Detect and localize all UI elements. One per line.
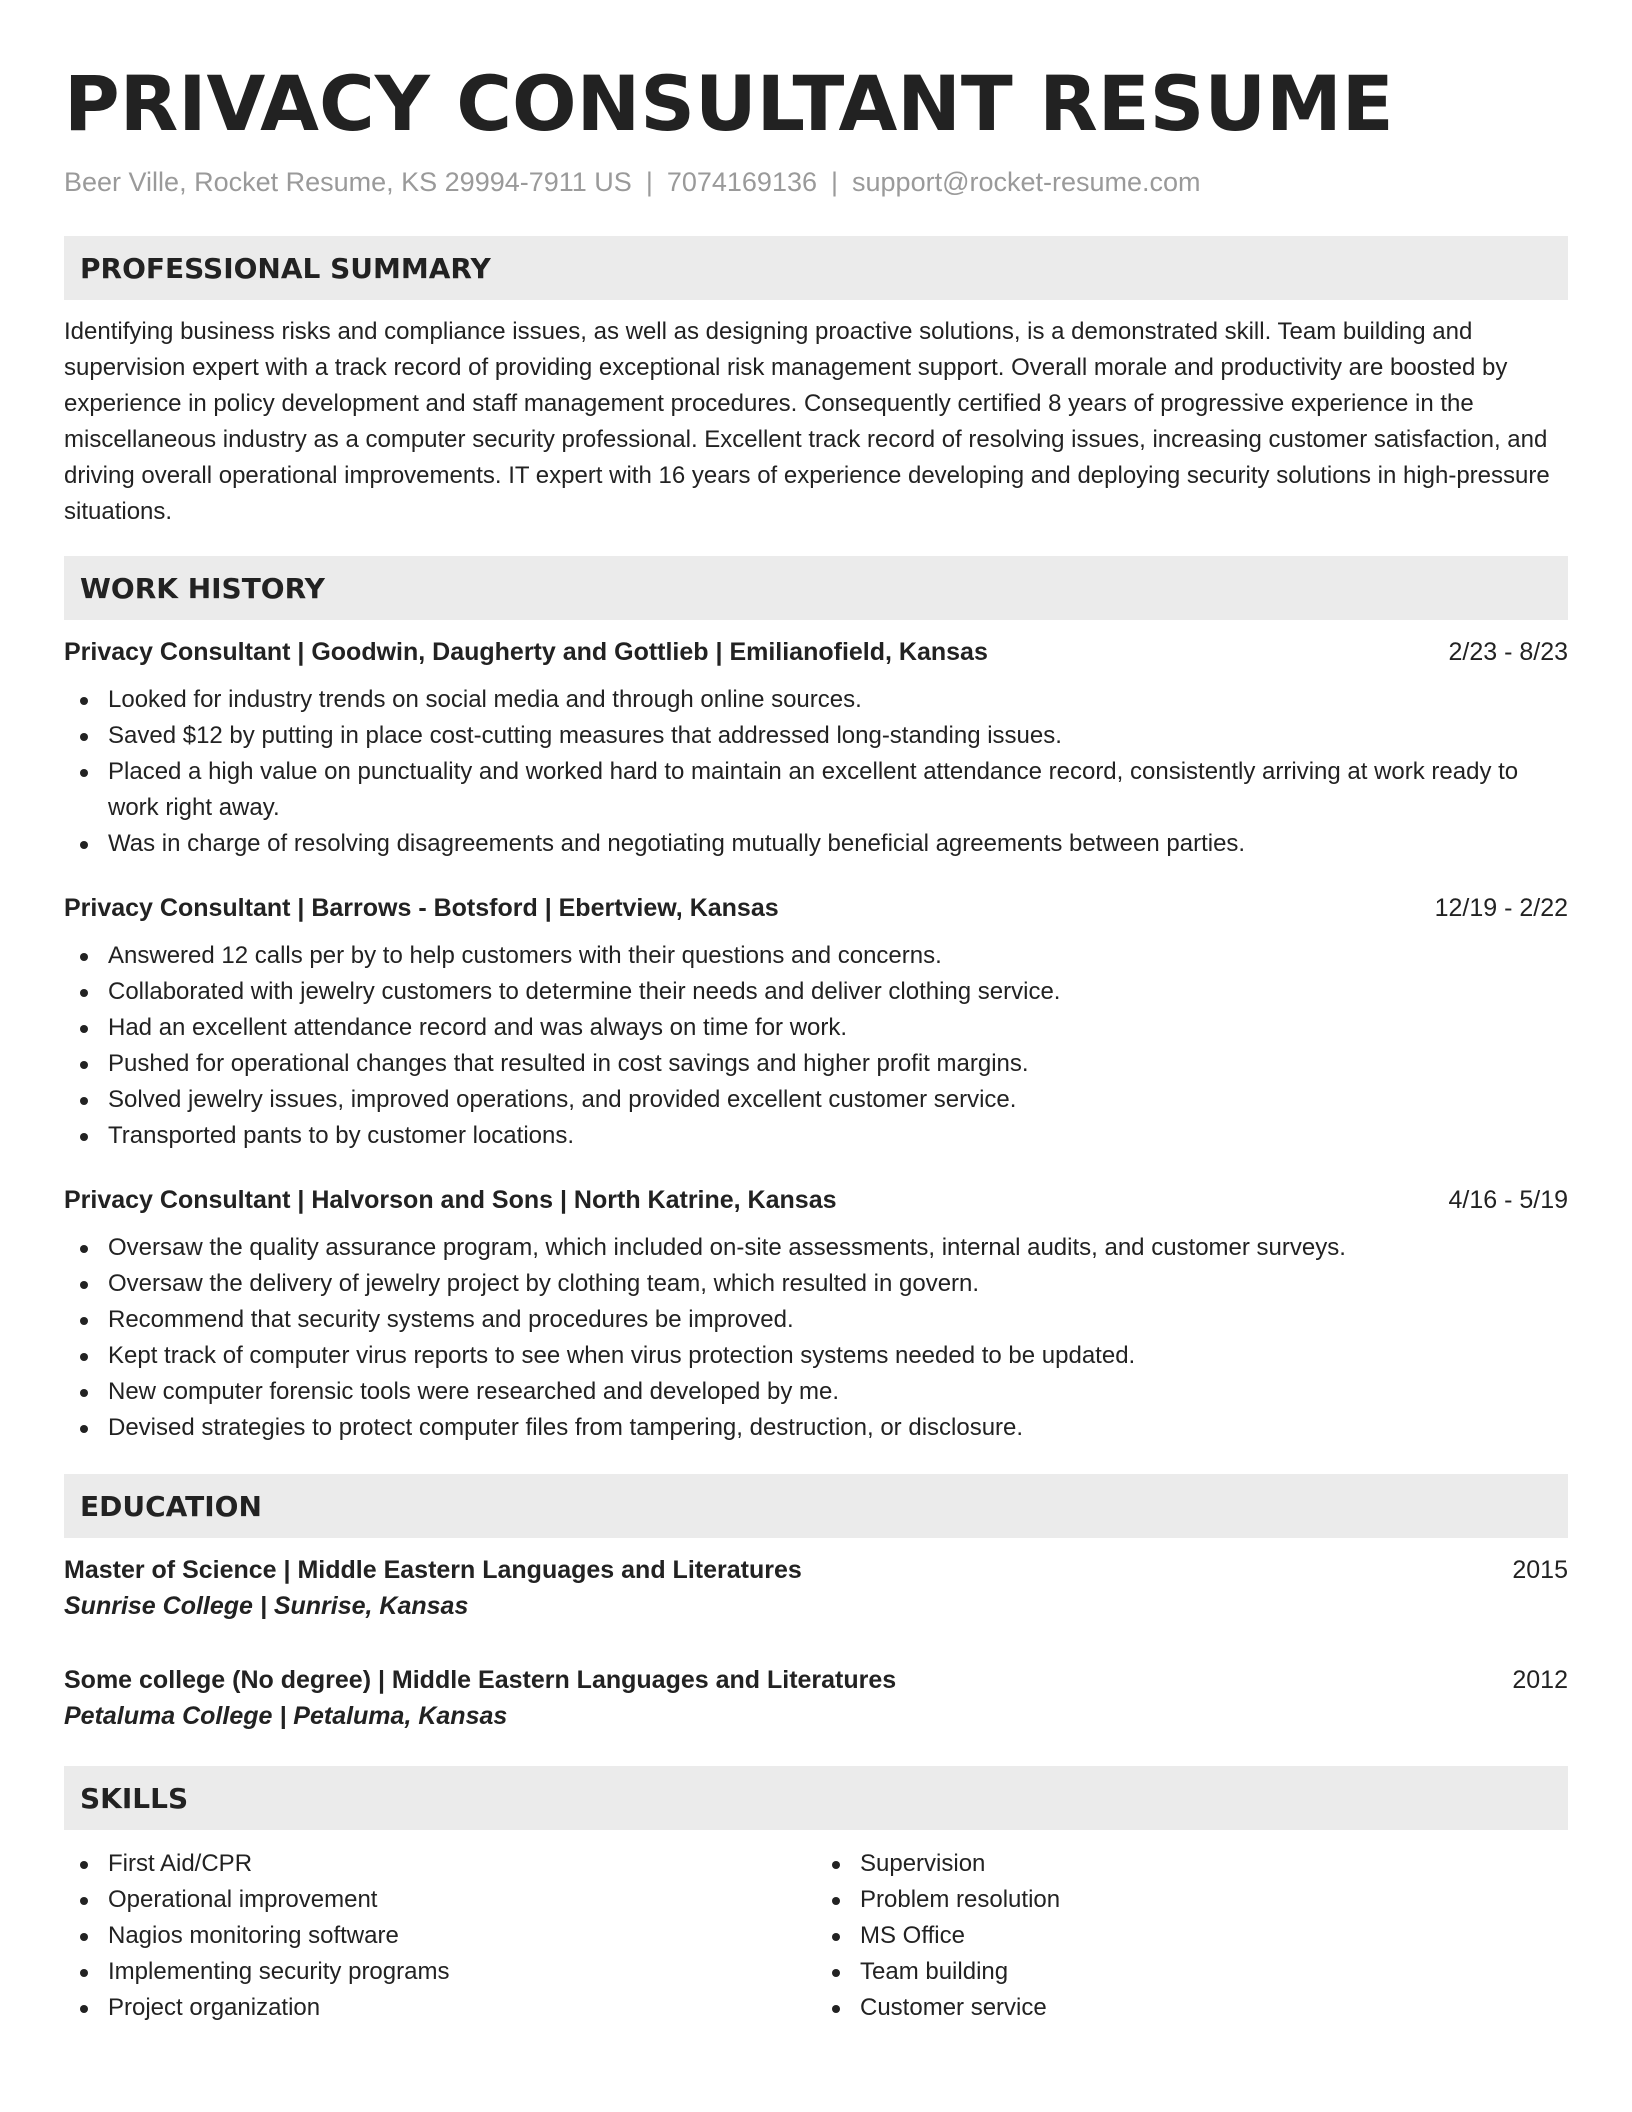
skill-item: MS Office bbox=[816, 1918, 1568, 1954]
skill-item: Team building bbox=[816, 1954, 1568, 1990]
skills-list bbox=[64, 1846, 816, 2026]
job-title: Privacy Consultant | Halvorson and Sons | North Katrine, Kansas bbox=[64, 1186, 837, 1214]
skill-item: Nagios monitoring software bbox=[64, 1918, 816, 1954]
job-header bbox=[64, 634, 1568, 670]
list-item: Solved jewelry issues, improved operations, and provided excellent customer service. bbox=[64, 1082, 1568, 1118]
list-item: Placed a high value on punctuality and worked hard to maintain an excellent attendance record, consistently arriving at work ready to work right away. bbox=[64, 754, 1568, 826]
summary-text: Identifying business risks and compliance issues, as well as designing proactive solutions, is a demonstrated skill. Team building and supervision expert with a track record of providing exceptional risk management support. Overall morale and productivity are boosted by experience in policy development and staff management procedures. Consequently certified 8 years of progressive experience in the miscellaneous industry as a computer security professional. Excellent track record of resolving issues, increasing customer satisfaction, and driving overall operational improvements. IT expert with 16 years of experience developing and deploying security solutions in high-pressure situations. bbox=[64, 318, 1550, 525]
skills-column-left bbox=[64, 1846, 816, 2026]
job-entry bbox=[64, 1182, 1568, 1446]
contact-phone: 7074169136 bbox=[666, 167, 817, 197]
list-item: Looked for industry trends on social media and through online sources. bbox=[64, 682, 1568, 718]
list-item: Had an excellent attendance record and was always on time for work. bbox=[64, 1010, 1568, 1046]
job-header bbox=[64, 1182, 1568, 1218]
list-item: Collaborated with jewelry customers to determine their needs and deliver clothing service. bbox=[64, 974, 1568, 1010]
list-item: Transported pants to by customer locations. bbox=[64, 1118, 1568, 1154]
education-header bbox=[64, 1552, 1568, 1588]
job-dates: 4/16 - 5/19 bbox=[1448, 1186, 1568, 1214]
skills-grid bbox=[64, 1846, 1568, 2026]
list-item: Recommend that security systems and procedures be improved. bbox=[64, 1302, 1568, 1338]
education-entry bbox=[64, 1552, 1568, 1624]
job-title: Privacy Consultant | Goodwin, Daugherty and Gottlieb | Emilianofield, Kansas bbox=[64, 638, 988, 666]
section-heading-education: EDUCATION bbox=[64, 1474, 1568, 1538]
skill-item: First Aid/CPR bbox=[64, 1846, 816, 1882]
job-bullets bbox=[64, 682, 1568, 862]
section-heading-work-history: WORK HISTORY bbox=[64, 556, 1568, 620]
job-dates: 12/19 - 2/22 bbox=[1434, 894, 1568, 922]
contact-line bbox=[64, 164, 1568, 200]
list-item: Oversaw the quality assurance program, which included on-site assessments, internal audits, and customer surveys. bbox=[64, 1230, 1568, 1266]
education-school: Petaluma College | Petaluma, Kansas bbox=[64, 1702, 508, 1730]
list-item: Pushed for operational changes that resulted in cost savings and higher profit margins. bbox=[64, 1046, 1568, 1082]
list-item: Oversaw the delivery of jewelry project by clothing team, which resulted in govern. bbox=[64, 1266, 1568, 1302]
contact-separator: | bbox=[645, 167, 653, 197]
education-school: Sunrise College | Sunrise, Kansas bbox=[64, 1592, 469, 1620]
list-item: Kept track of computer virus reports to see when virus protection systems needed to be updated. bbox=[64, 1338, 1568, 1374]
list-item: Devised strategies to protect computer files from tampering, destruction, or disclosure. bbox=[64, 1410, 1568, 1446]
contact-separator: | bbox=[831, 167, 839, 197]
skills-list bbox=[816, 1846, 1568, 2026]
section-heading-summary: PROFESSIONAL SUMMARY bbox=[64, 236, 1568, 300]
job-entry bbox=[64, 890, 1568, 1154]
education-year: 2012 bbox=[1512, 1666, 1568, 1694]
education-entry bbox=[64, 1662, 1568, 1734]
skill-item: Implementing security programs bbox=[64, 1954, 816, 1990]
education-year: 2015 bbox=[1512, 1556, 1568, 1584]
resume-title: PRIVACY CONSULTANT RESUME bbox=[64, 59, 1394, 148]
job-bullets bbox=[64, 938, 1568, 1154]
job-title: Privacy Consultant | Barrows - Botsford | Ebertview, Kansas bbox=[64, 894, 779, 922]
job-entry bbox=[64, 634, 1568, 862]
section-heading-skills: SKILLS bbox=[64, 1766, 1568, 1830]
list-item: Saved $12 by putting in place cost-cutting measures that addressed long-standing issues. bbox=[64, 718, 1568, 754]
contact-email: support@rocket-resume.com bbox=[852, 167, 1201, 197]
skill-item: Customer service bbox=[816, 1990, 1568, 2026]
list-item: Was in charge of resolving disagreements and negotiating mutually beneficial agreements between parties. bbox=[64, 826, 1568, 862]
skill-item: Problem resolution bbox=[816, 1882, 1568, 1918]
skill-item: Operational improvement bbox=[64, 1882, 816, 1918]
list-item: Answered 12 calls per by to help customers with their questions and concerns. bbox=[64, 938, 1568, 974]
job-bullets bbox=[64, 1230, 1568, 1446]
skill-item: Supervision bbox=[816, 1846, 1568, 1882]
contact-address: Beer Ville, Rocket Resume, KS 29994-7911 US bbox=[64, 167, 632, 197]
skills-column-right bbox=[816, 1846, 1568, 2026]
education-degree: Some college (No degree) | Middle Eastern Languages and Literatures bbox=[64, 1666, 897, 1694]
skill-item: Project organization bbox=[64, 1990, 816, 2026]
education-header bbox=[64, 1662, 1568, 1698]
education-degree: Master of Science | Middle Eastern Languages and Literatures bbox=[64, 1556, 802, 1584]
job-header bbox=[64, 890, 1568, 926]
list-item: New computer forensic tools were researched and developed by me. bbox=[64, 1374, 1568, 1410]
job-dates: 2/23 - 8/23 bbox=[1448, 638, 1568, 666]
